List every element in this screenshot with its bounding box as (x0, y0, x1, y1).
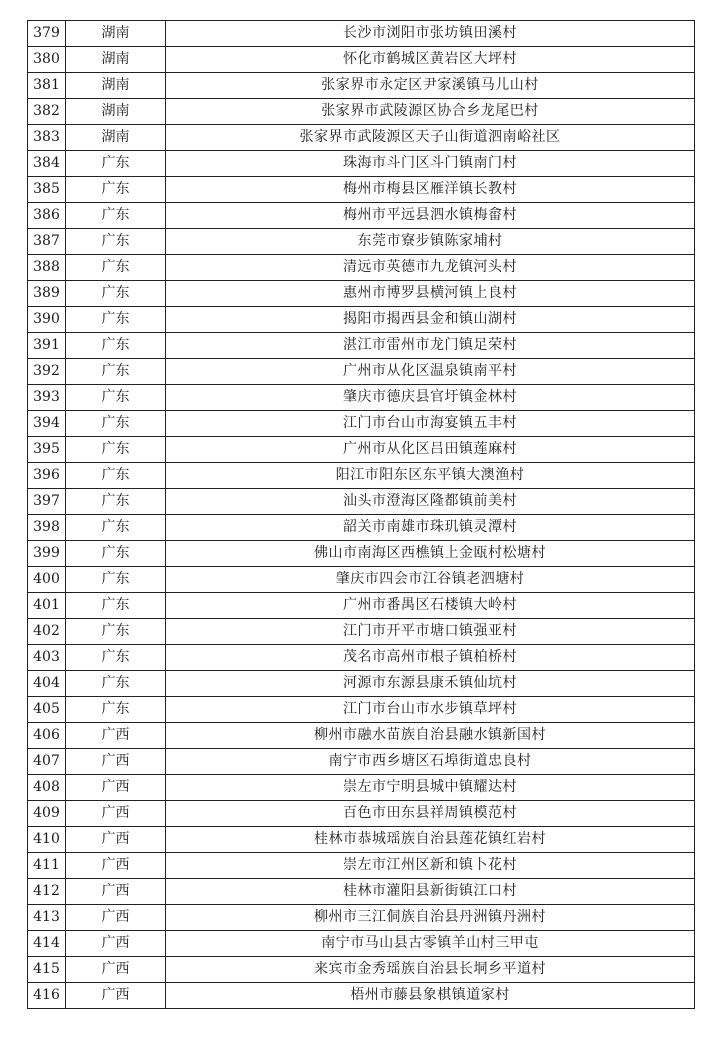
row-number: 403 (28, 645, 66, 671)
row-number: 394 (28, 411, 66, 437)
village-name-cell: 韶关市南雄市珠玑镇灵潭村 (166, 515, 695, 541)
province-cell: 广西 (66, 853, 166, 879)
province-cell: 广东 (66, 671, 166, 697)
row-number: 392 (28, 359, 66, 385)
row-number: 391 (28, 333, 66, 359)
village-name-cell: 肇庆市德庆县官圩镇金林村 (166, 385, 695, 411)
row-number: 384 (28, 151, 66, 177)
row-number: 405 (28, 697, 66, 723)
province-cell: 广东 (66, 593, 166, 619)
village-name-cell: 揭阳市揭西县金和镇山湖村 (166, 307, 695, 333)
village-name-cell: 东莞市寮步镇陈家埔村 (166, 229, 695, 255)
province-cell: 广东 (66, 645, 166, 671)
province-cell: 广东 (66, 281, 166, 307)
village-name-cell: 来宾市金秀瑶族自治县长垌乡平道村 (166, 957, 695, 983)
province-cell: 广东 (66, 255, 166, 281)
province-cell: 广东 (66, 333, 166, 359)
province-cell: 广东 (66, 541, 166, 567)
row-number: 396 (28, 463, 66, 489)
row-number: 415 (28, 957, 66, 983)
province-cell: 广东 (66, 619, 166, 645)
table-row (28, 203, 695, 229)
row-number: 379 (28, 21, 66, 47)
village-name-cell: 柳州市三江侗族自治县丹洲镇丹洲村 (166, 905, 695, 931)
province-cell: 广西 (66, 957, 166, 983)
row-number: 382 (28, 99, 66, 125)
table-row (28, 73, 695, 99)
province-cell: 广西 (66, 879, 166, 905)
table-row (28, 801, 695, 827)
table-row (28, 749, 695, 775)
table-row (28, 229, 695, 255)
table-row (28, 489, 695, 515)
village-name-cell: 清远市英德市九龙镇河头村 (166, 255, 695, 281)
village-name-cell: 肇庆市四会市江谷镇老泗塘村 (166, 567, 695, 593)
village-name-cell: 梅州市梅县区雁洋镇长教村 (166, 177, 695, 203)
village-name-cell: 广州市从化区温泉镇南平村 (166, 359, 695, 385)
table-row (28, 957, 695, 983)
table-row (28, 47, 695, 73)
row-number: 390 (28, 307, 66, 333)
table-row (28, 411, 695, 437)
province-cell: 广东 (66, 307, 166, 333)
row-number: 414 (28, 931, 66, 957)
province-cell: 广西 (66, 983, 166, 1009)
village-name-cell: 广州市番禺区石楼镇大岭村 (166, 593, 695, 619)
province-cell: 广东 (66, 151, 166, 177)
table-row (28, 827, 695, 853)
village-name-cell: 崇左市江州区新和镇卜花村 (166, 853, 695, 879)
row-number: 409 (28, 801, 66, 827)
row-number: 407 (28, 749, 66, 775)
village-name-cell: 张家界市武陵源区协合乡龙尾巴村 (166, 99, 695, 125)
table-row (28, 21, 695, 47)
table-row (28, 697, 695, 723)
row-number: 413 (28, 905, 66, 931)
village-name-cell: 惠州市博罗县横河镇上良村 (166, 281, 695, 307)
row-number: 399 (28, 541, 66, 567)
row-number: 404 (28, 671, 66, 697)
village-name-cell: 珠海市斗门区斗门镇南门村 (166, 151, 695, 177)
village-name-cell: 江门市台山市水步镇草坪村 (166, 697, 695, 723)
province-cell: 广西 (66, 931, 166, 957)
row-number: 401 (28, 593, 66, 619)
province-cell: 广西 (66, 749, 166, 775)
row-number: 386 (28, 203, 66, 229)
table-row (28, 333, 695, 359)
province-cell: 广东 (66, 359, 166, 385)
village-name-cell: 南宁市马山县古零镇羊山村三甲屯 (166, 931, 695, 957)
table-row (28, 151, 695, 177)
province-cell: 湖南 (66, 125, 166, 151)
village-list-table (27, 20, 695, 1009)
province-cell: 广东 (66, 203, 166, 229)
row-number: 398 (28, 515, 66, 541)
province-cell: 湖南 (66, 47, 166, 73)
province-cell: 广西 (66, 775, 166, 801)
table-row (28, 359, 695, 385)
province-cell: 广东 (66, 437, 166, 463)
row-number: 408 (28, 775, 66, 801)
village-name-cell: 汕头市澄海区隆都镇前美村 (166, 489, 695, 515)
village-name-cell: 河源市东源县康禾镇仙坑村 (166, 671, 695, 697)
row-number: 380 (28, 47, 66, 73)
table-row (28, 905, 695, 931)
province-cell: 广西 (66, 905, 166, 931)
village-name-cell: 张家界市武陵源区天子山街道泗南峪社区 (166, 125, 695, 151)
village-name-cell: 南宁市西乡塘区石埠街道忠良村 (166, 749, 695, 775)
village-name-cell: 阳江市阳东区东平镇大澳渔村 (166, 463, 695, 489)
province-cell: 广东 (66, 515, 166, 541)
province-cell: 广东 (66, 385, 166, 411)
table-row (28, 281, 695, 307)
village-name-cell: 怀化市鹤城区黄岩区大坪村 (166, 47, 695, 73)
village-name-cell: 广州市从化区吕田镇莲麻村 (166, 437, 695, 463)
province-cell: 广东 (66, 411, 166, 437)
province-cell: 广西 (66, 801, 166, 827)
table-row (28, 619, 695, 645)
village-name-cell: 桂林市灌阳县新街镇江口村 (166, 879, 695, 905)
province-cell: 湖南 (66, 73, 166, 99)
row-number: 416 (28, 983, 66, 1009)
village-name-cell: 柳州市融水苗族自治县融水镇新国村 (166, 723, 695, 749)
table-row (28, 177, 695, 203)
province-cell: 广东 (66, 697, 166, 723)
table-row (28, 853, 695, 879)
province-cell: 广东 (66, 489, 166, 515)
row-number: 411 (28, 853, 66, 879)
table-row (28, 307, 695, 333)
table-row (28, 879, 695, 905)
table-row (28, 723, 695, 749)
table-row (28, 463, 695, 489)
row-number: 410 (28, 827, 66, 853)
table-row (28, 593, 695, 619)
row-number: 406 (28, 723, 66, 749)
village-name-cell: 梅州市平远县泗水镇梅畲村 (166, 203, 695, 229)
village-name-cell: 桂林市恭城瑶族自治县莲花镇红岩村 (166, 827, 695, 853)
village-name-cell: 江门市开平市塘口镇强亚村 (166, 619, 695, 645)
row-number: 397 (28, 489, 66, 515)
village-name-cell: 百色市田东县祥周镇模范村 (166, 801, 695, 827)
table-row (28, 775, 695, 801)
row-number: 400 (28, 567, 66, 593)
province-cell: 广西 (66, 723, 166, 749)
row-number: 388 (28, 255, 66, 281)
province-cell: 广东 (66, 177, 166, 203)
row-number: 402 (28, 619, 66, 645)
table-row (28, 125, 695, 151)
village-name-cell: 崇左市宁明县城中镇耀达村 (166, 775, 695, 801)
village-name-cell: 长沙市浏阳市张坊镇田溪村 (166, 21, 695, 47)
village-name-cell: 茂名市高州市根子镇柏桥村 (166, 645, 695, 671)
province-cell: 广西 (66, 827, 166, 853)
table-row (28, 385, 695, 411)
table-row (28, 645, 695, 671)
village-name-cell: 张家界市永定区尹家溪镇马儿山村 (166, 73, 695, 99)
table-row (28, 255, 695, 281)
table-row (28, 541, 695, 567)
table-body (28, 21, 695, 1009)
row-number: 395 (28, 437, 66, 463)
row-number: 385 (28, 177, 66, 203)
province-cell: 广东 (66, 567, 166, 593)
table-row (28, 515, 695, 541)
village-name-cell: 湛江市雷州市龙门镇足荣村 (166, 333, 695, 359)
row-number: 389 (28, 281, 66, 307)
province-cell: 广东 (66, 463, 166, 489)
table-row (28, 567, 695, 593)
row-number: 387 (28, 229, 66, 255)
province-cell: 广东 (66, 229, 166, 255)
table-row (28, 931, 695, 957)
province-cell: 湖南 (66, 99, 166, 125)
table-row (28, 99, 695, 125)
row-number: 412 (28, 879, 66, 905)
row-number: 393 (28, 385, 66, 411)
village-name-cell: 佛山市南海区西樵镇上金瓯村松塘村 (166, 541, 695, 567)
table-row (28, 671, 695, 697)
table-row (28, 983, 695, 1009)
village-name-cell: 江门市台山市海宴镇五丰村 (166, 411, 695, 437)
village-name-cell: 梧州市藤县象棋镇道家村 (166, 983, 695, 1009)
table-row (28, 437, 695, 463)
row-number: 383 (28, 125, 66, 151)
province-cell: 湖南 (66, 21, 166, 47)
row-number: 381 (28, 73, 66, 99)
